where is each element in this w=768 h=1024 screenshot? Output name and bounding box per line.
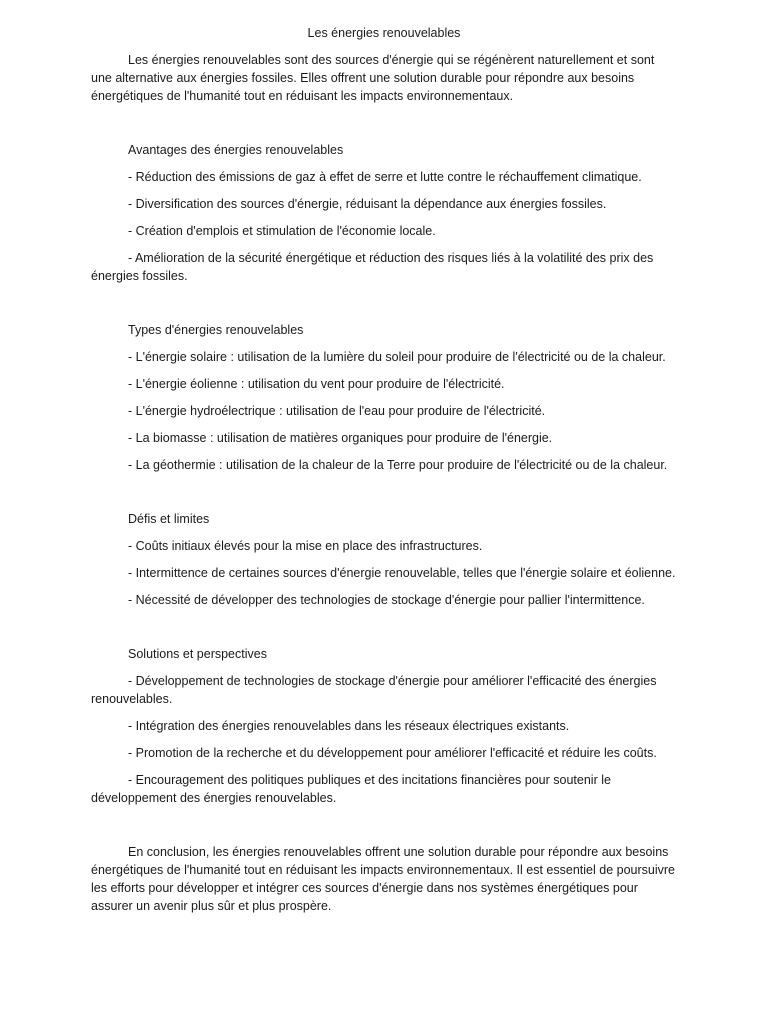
- section-spacer: [91, 618, 677, 645]
- list-item: - Intermittence de certaines sources d'énergie renouvelable, telles que l'énergie solaire et éolienne.: [128, 566, 676, 580]
- list-item: - Diversification des sources d'énergie, réduisant la dépendance aux énergies fossiles.: [128, 197, 607, 211]
- list-item: - Développement de technologies de stockage d'énergie pour améliorer l'efficacité des énergies renouvelables.: [91, 674, 657, 706]
- list-item: - Intégration des énergies renouvelables dans les réseaux électriques existants.: [128, 719, 570, 733]
- section-spacer: [91, 294, 677, 321]
- document-page: [91, 24, 677, 924]
- section-heading-types: Types d'énergies renouvelables: [128, 323, 304, 337]
- section-heading-solutions: Solutions et perspectives: [128, 647, 267, 661]
- section-heading-avantages: Avantages des énergies renouvelables: [128, 143, 344, 157]
- list-item: - La géothermie : utilisation de la chaleur de la Terre pour produire de l'électricité ou de la chaleur.: [128, 458, 668, 472]
- conclusion-paragraph: En conclusion, les énergies renouvelables offrent une solution durable pour répondre aux besoins énergétiques de l'humanité tout en réduisant les impacts environnementaux. Il est essentiel de poursuivre les efforts pour développer et intégrer ces sources d'énergie dans nos systèmes énergétiques pour assurer un avenir plus sûr et plus prospère.: [91, 845, 675, 913]
- list-item: - Nécessité de développer des technologies de stockage d'énergie pour pallier l'intermittence.: [128, 593, 645, 607]
- list-item: - Création d'emplois et stimulation de l'économie locale.: [128, 224, 436, 238]
- section-spacer: [91, 483, 677, 510]
- list-item: - L'énergie solaire : utilisation de la lumière du soleil pour produire de l'électricité ou de la chaleur.: [128, 350, 666, 364]
- list-item: - La biomasse : utilisation de matières organiques pour produire de l'énergie.: [128, 431, 553, 445]
- list-item: - Promotion de la recherche et du développement pour améliorer l'efficacité et réduire les coûts.: [128, 746, 657, 760]
- list-item: - Réduction des émissions de gaz à effet de serre et lutte contre le réchauffement climatique.: [128, 170, 642, 184]
- list-item: - L'énergie éolienne : utilisation du vent pour produire de l'électricité.: [128, 377, 505, 391]
- document-title: Les énergies renouvelables: [307, 26, 461, 40]
- section-heading-defis: Défis et limites: [128, 512, 210, 526]
- list-item: - Encouragement des politiques publiques et des incitations financières pour soutenir le développement des énergies renouvelables.: [91, 773, 611, 805]
- intro-paragraph: Les énergies renouvelables sont des sources d'énergie qui se régénèrent naturellement et sont une alternative aux énergies fossiles. Elles offrent une solution durable pour répondre aux besoins énergétiques de l'humanité tout en réduisant les impacts environnementaux.: [91, 53, 655, 103]
- section-spacer: [91, 114, 677, 141]
- list-item: - L'énergie hydroélectrique : utilisation de l'eau pour produire de l'électricité.: [128, 404, 546, 418]
- list-item: - Coûts initiaux élevés pour la mise en place des infrastructures.: [128, 539, 483, 553]
- section-spacer: [91, 816, 677, 843]
- list-item: - Amélioration de la sécurité énergétique et réduction des risques liés à la volatilité des prix des énergies fossiles.: [91, 251, 654, 283]
